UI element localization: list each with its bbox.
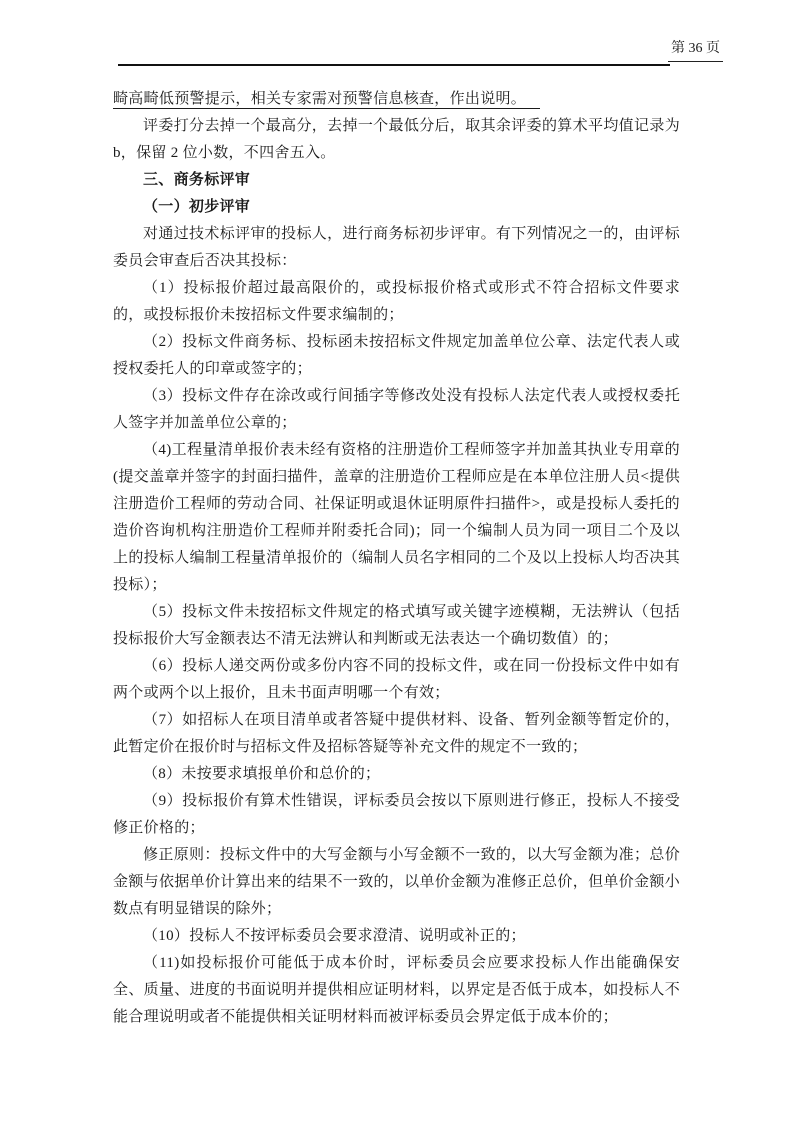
continued-warning-clause [113, 86, 680, 113]
rejection-item-6: （6）投标人递交两份或多份内容不同的投标文件，或在同一份投标文件中如有两个或两个以上报价，且未书面声明哪一个有效； [113, 658, 680, 701]
rejection-item-2: （2）投标文件商务标、投标函未按招标文件规定加盖单位公章、法定代表人或授权委托人的印章或签字的； [113, 334, 680, 377]
scoring-rule-paragraph: 评委打分去掉一个最高分，去掉一个最低分后，取其余评委的算术平均值记录为 b，保留 2 位小数，不四舍五入。 [113, 118, 680, 161]
rejection-item-3: （3）投标文件存在涂改或行间插字等修改处没有投标人法定代表人或授权委托人签字并加盖单位公章的； [113, 388, 680, 431]
underlined-text: 畸高畸低预警提示，相关专家需对预警信息核查，作出说明。 [113, 91, 540, 109]
page-header [118, 39, 723, 62]
document-body [113, 86, 680, 1031]
correction-principle-paragraph: 修正原则：投标文件中的大写金额与小写金额不一致的，以大写金额为准；总价金额与依据单价计算出来的结果不一致的，以单价金额为准修正总价，但单价金额小数点有明显错误的除外； [113, 847, 680, 917]
rejection-item-1: （1）投标报价超过最高限价的，或投标报价格式或形式不符合招标文件要求的，或投标报价未按招标文件要求编制的； [113, 280, 680, 323]
section-heading-commercial-bid-evaluation: 三、商务标评审 [143, 172, 251, 188]
rejection-item-9: （9）投标报价有算术性错误，评标委员会按以下原则进行修正，投标人不接受修正价格的； [113, 793, 680, 836]
rejection-item-10: （10）投标人不按评标委员会要求澄清、说明或补正的； [143, 928, 526, 944]
rejection-item-11: （11)如投标报价可能低于成本价时，评标委员会应要求投标人作出能确保安全、质量、进度的书面说明并提供相应证明材料，以界定是否低于成本，如投标人不能合理说明或者不能提供相关证明材料而被评标委员会界定低于成本价的； [113, 955, 680, 1025]
subsection-heading-preliminary-review: （一）初步评审 [143, 199, 251, 215]
page-number: 第 36 页 [668, 39, 723, 62]
preliminary-review-intro: 对通过技术标评审的投标人，进行商务标初步评审。有下列情况之一的，由评标委员会审查后否决其投标： [113, 226, 680, 269]
rejection-item-8: （8）未按要求填报单价和总价的； [143, 766, 381, 782]
rejection-item-7: （7）如招标人在项目清单或者答疑中提供材料、设备、暂列金额等暂定价的，此暂定价在报价时与招标文件及招标答疑等补充文件的规定不一致的； [113, 712, 680, 755]
rejection-item-5: （5）投标文件未按招标文件规定的格式填写或关键字迹模糊，无法辨认（包括投标报价大写金额表达不清无法辨认和判断或无法表达一个确切数值）的； [113, 604, 680, 647]
rejection-item-4: （4)工程量清单报价表未经有资格的注册造价工程师签字并加盖其执业专用章的(提交盖章并签字的封面扫描件，盖章的注册造价工程师应是在本单位注册人员<提供注册造价工程师的劳动合同、社保证明或退休证明原件扫描件>，或是投标人委托的造价咨询机构注册造价工程师并附委托合同)；同一个编制人员为同一项目二个及以上的投标人编制工程量清单报价的（编制人员名字相同的二个及以上投标人均否决其投标）； [113, 442, 680, 593]
header-rule [118, 64, 670, 66]
